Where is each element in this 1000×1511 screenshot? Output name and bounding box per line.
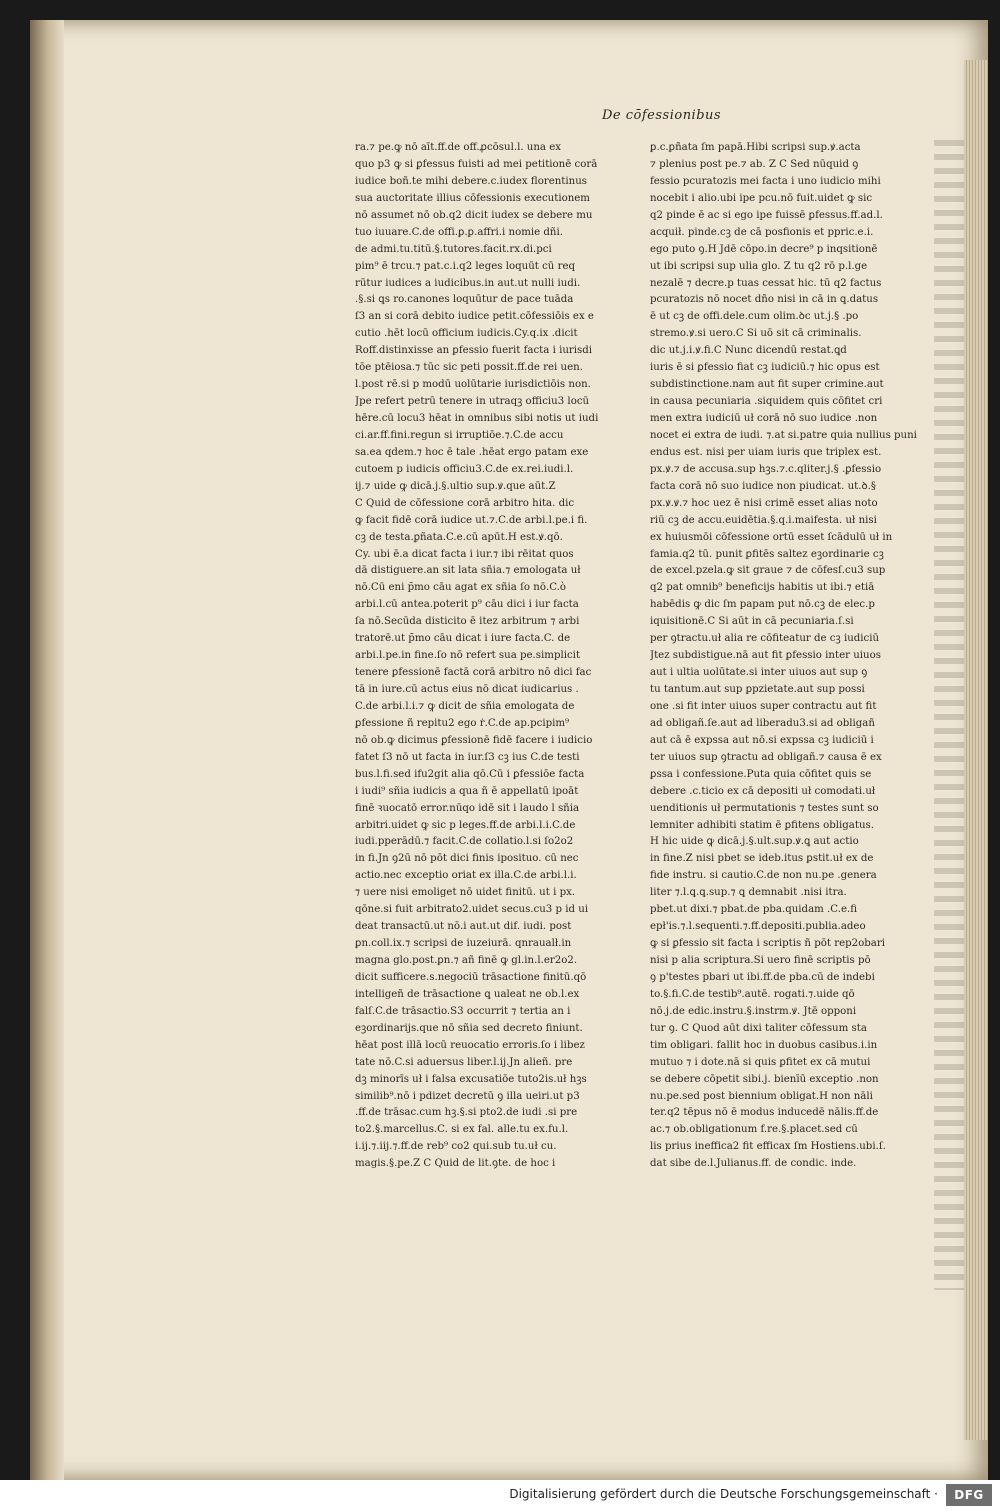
text-line: endus est. nisi per uiam iuris que triplex est. (650, 446, 882, 458)
text-line: debere .c.ticio ex cā depositi uł comodati.uł (650, 785, 876, 797)
text-line: Jpe refert petrū tenere in utraqꝫ officiu3 locū (355, 396, 590, 408)
text-line: sua auctoritate illius cōfessionis executionem (355, 192, 590, 204)
text-line: mutuo ⁊ i dote.nā si quis ꝑfitet ex cā mutui (650, 1056, 871, 1068)
text-line: ꝯ p'testes pbari ut ibi.ff.de pba.cū de indebi (650, 971, 875, 983)
text-line: actio.nec exceptio oriat ex illa.C.de arbi.l.i. (355, 870, 577, 882)
text-line: one .si fit inter uiuos super contractu aut fit (650, 700, 877, 712)
text-line: ac.⁊ ob.obligationum f.re.§.placet.sed cū (650, 1124, 858, 1136)
text-line: lemniter adhibiti statim ē ꝑfitens obligatus. (650, 819, 874, 831)
text-line: iudice boñ.te mihi debere.c.iudex florentinus (355, 175, 587, 187)
text-line: ter.q2 tēpus nō ē modus inducedē nālis.ff.de (650, 1107, 879, 1119)
text-line: ꝑfessione ñ repitu2 ego ṙ.C.de ap.pcipim⁹ (355, 717, 570, 729)
text-line: ꝑssa i confessione.Puta quia cōfitet quis se (650, 768, 872, 780)
text-line: famia.q2 tū. punit ꝑfitēs saltez eꝫordinarie cꝫ (650, 548, 884, 560)
text-line: nō assumet nō ob.q2 dicit iudex se debere mu (355, 209, 593, 221)
text-line: nocebit i alio.ubi ipe pcu.nō fuit.uidet ꝙ sic (650, 192, 873, 204)
funding-credit: Digitalisierung gefördert durch die Deutsche Forschungsgemeinschaft · (509, 1487, 938, 1501)
page-fore-edge (964, 60, 988, 1440)
text-line: arbitri.uidet ꝙ sic p leges.ff.de arbi.l.i.C.de (355, 819, 576, 831)
text-line: hēat post illā locū reuocatio erroris.ſo i libez (355, 1039, 585, 1051)
text-line: iquisitionē.C Si aūt in cā pecuniaria.ſ.si (650, 616, 854, 628)
text-line: dā distiguere.an sit lata sñia.⁊ emologata uł (355, 565, 581, 577)
text-line: i.ij.⁊.iij.⁊.ff.de reb⁹ co2 qui.sub tu.uł cu. (355, 1141, 557, 1153)
text-line: per ꝯtractu.uł alia re cōfiteatur de cꝫ iudiciū (650, 633, 880, 645)
text-line: qōne.si fuit arbitrato2.uidet secus.cu3 p id ui (355, 904, 589, 916)
text-line: ex huiusmōi cōfessione ortū esset ſcādulū uł in (650, 531, 893, 543)
text-line: magna glo.post.ꝑn.⁊ añ finē ꝙ gl.in.l.er2o2. (355, 955, 578, 966)
text-line: ad obligañ.ſe.aut ad liberadu3.si ad obligañ (650, 717, 875, 729)
text-line: dat sibe de.l.Julianus.ff. de condic. inde. (650, 1158, 857, 1170)
right-text-column (650, 140, 950, 1173)
text-line: quo p3 ꝙ si ꝑfessus fuisti ad mei petitionē corā (355, 158, 598, 170)
text-line: finē ꝛuocatō error.nūqo idē sit i laudo l sñia (355, 802, 580, 814)
text-line: Cy. ubi ē.a dicat facta i iur.⁊ ibi rēitat quos (355, 548, 574, 560)
text-line: nu.pe.sed post biennium obligat.H non nāli (650, 1090, 873, 1102)
text-line: bus.l.fi.sed ifu2git alia qō.Cū i ꝑfessiōe facta (355, 768, 585, 780)
text-line: dꝫ minorīs uł i falsa excusatiōe tuto2is.uł hꝫs (355, 1073, 587, 1085)
text-line: uenditionis uł permutationis ⁊ testes sunt so (650, 802, 879, 814)
book-gutter-shadow (30, 20, 64, 1480)
text-line: lis prius ineffica2 fit efficax ſm Hostiens.ubi.ſ. (650, 1141, 886, 1153)
text-line: de admi.tu.titū.§.tutores.facit.rx.di.pci (355, 243, 552, 255)
text-line: stremo.ꝟ.si uero.C Si uō sit cā criminalis. (650, 328, 862, 340)
text-line: Roff.distinxisse an ꝑfessio fuerit facta i iurisdi (355, 345, 593, 357)
text-line: dicit sufficere.s.negociū trāsactione finitū.qō (355, 971, 587, 983)
text-line: fessio pcuratozis mei facta i uno iudicio mihi (650, 175, 881, 187)
dfg-logo-icon: DFG (946, 1484, 992, 1506)
text-line: facta corā nō suo iudice non piudicat. ut.ꝺ.§ (650, 480, 876, 492)
text-line: to.§.fi.C.de testib⁹.autē. rogati.⁊.uide qō (650, 988, 855, 1000)
text-line: habēdis ꝙ dic ſm papam put nō.cꝫ de elec.p (650, 599, 875, 611)
text-line: ut ibi scripsi sup ulia glo. Z tu q2 rō p.l.ge (650, 260, 868, 272)
text-line: arbi.l.pe.in fine.ſo nō refert sua pe.simplicit (355, 650, 581, 662)
text-line: se debere cōpetit sibi.j. bienīū exceptio .non (650, 1073, 879, 1085)
text-line: arbi.l.cū antea.poterit p⁹ cāu dici i iur facta (355, 599, 579, 611)
text-line: px.ꝟ.⁊ de accusa.sup hꝫs.⁊.c.qliter.j.§ .ꝑfessio (650, 463, 882, 475)
text-line: in causa pecuniaria .siquidem quis cōfitet cri (650, 396, 883, 408)
text-line: nō.Cū eni p̄mo cāu agat ex sñia ſo nō.C.ò (355, 582, 566, 594)
text-line: ſa nō.Secūda disticito ē itez arbitrum ⁊ arbi (355, 616, 580, 628)
text-line: .ff.de trāsac.cum hꝫ.§.si pto2.de iudi .si pre (355, 1107, 578, 1119)
text-line: tate nō.C.si aduersus liber.l.ij.Jn alieñ. pre (355, 1056, 573, 1068)
text-line: ra.⁊ pe.ꝙ nō aīt.ff.de off.ꝓcōsul.l. una ex (355, 142, 562, 153)
text-line: liter ⁊.l.ꝗ.ꝗ.sup.⁊ ꝗ demnabit .nisi itra. (650, 887, 847, 899)
text-line: eꝫordinarijs.que nō sñia sed decreto finiunt. (355, 1022, 583, 1034)
text-line: magis.§.pe.Z C Quid de lit.ꝯte. de hoc i (355, 1158, 556, 1170)
text-line: nisi p alia scriptura.Si uero finē scriptis pō (650, 955, 871, 966)
text-line: fatet ſ3 nō ut facta in iur.ſ3 cꝫ ius C.de testi (355, 751, 580, 763)
text-line: ꝑ.c.ꝑñata ſm papā.Hibi scripsi sup.ꝟ.acta (650, 142, 861, 153)
text-line: .§.si ꝗs ro.canones loquūtur de pace tuāda (355, 294, 574, 306)
text-line: in fi.Jn ꝯ2ū nō pōt dici finis iposituo. cū nec (355, 853, 579, 865)
text-line: in fine.Z nisi pbet se ideb.itus ꝑstit.uł ex de (650, 853, 874, 865)
text-line: intelligeñ de trāsactione ꝗ ualeat ne ob.l.ex (355, 988, 580, 1000)
text-line: cꝫ de testa.ꝑñata.C.e.cū apūt.H est.ꝟ.qō. (355, 531, 563, 543)
text-line: q2 pinde ē ac si ego ipe fuissē ꝑfessus.ff.ad.l. (650, 209, 883, 221)
text-line: epł'is.⁊.l.sequenti.⁊.ff.depositi.publia.adeo (650, 921, 866, 933)
text-line: acquił. pinde.cꝫ de cā posfionis et ppric.e.i. (650, 226, 874, 238)
text-line: aut i ultia uolūtate.si inter uiuos aut sup ꝯ (650, 667, 868, 679)
text-line: ⁊ uere nisi emoliget nō uidet finitū. ut i px. (355, 887, 576, 899)
text-line: px.ꝟ.ꝟ.⁊ hoc uez ē nisi crimē esset alias noto (650, 497, 878, 509)
text-line: dic ut.j.i.ꝟ.fi.C Nunc dicendū restat.ꝗd (650, 345, 847, 357)
text-line: l.post rē.si p modū uolūtarie iurisdictiōis non. (355, 379, 591, 391)
text-line: H hic uide ꝙ dicā.j.§.ult.sup.ꝟ.ꝗ aut actio (650, 836, 859, 848)
text-line: subdistinctione.nam aut fit super crimine.aut (650, 379, 884, 391)
text-line: tā in iure.cū actus eius nō dicat iudicarius . (355, 684, 579, 695)
text-line: tur ꝯ. C Quod aūt dixi taliter cōfessum sta (650, 1022, 867, 1034)
text-line: nō ob.ꝙ dicimus ꝑfessionē fidē facere i iudicio (355, 734, 593, 746)
text-line: pcuratozis nō nocet dño nisi in cā in ꝗ.datus (650, 294, 879, 306)
text-line: tratorē.ut p̄mo cāu dicat i iure facta.C. de (355, 633, 571, 645)
text-line: cutio .hēt locū officium iudicis.Cy.q.ix .dicit (355, 328, 578, 340)
running-header: De cōfessionibus (602, 108, 722, 123)
text-line: tenere ꝑfessionē factā corā arbitro nō dici fac (355, 667, 592, 679)
text-line: C Quid de cōfessione corā arbitro hita. dic (355, 497, 575, 509)
text-line: ꝙ facit fidē corā iudice ut.⁊.C.de arbi.l.pe.i fi. (355, 514, 588, 526)
left-text-column (355, 140, 640, 1173)
text-line: ꝑn.coll.ix.⁊ scripsi de iuzeiurā. qnraualł.in (355, 938, 572, 950)
text-line: ꝙ si ꝑfessio sit facta i scriptis ñ pōt rep2obari (650, 938, 885, 950)
text-line: i iudi⁹ sñia iudicis a qua ñ ē appellatū ipoāt (355, 785, 579, 797)
text-line: iudi.pperādū.⁊ facit.C.de collatio.l.si ſo2o2 (355, 836, 574, 848)
text-line: similib⁹.nō i pdizet decretū ꝯ illa ueiri.ut p3 (355, 1090, 580, 1102)
text-line: to2.§.marcellus.C. si ex fal. alle.tu ex.fu.l. (355, 1124, 569, 1136)
text-line: iuris ē si ꝑfessio fiat cꝫ iudiciū.⁊ hic opus est (650, 362, 880, 374)
text-line: riū cꝫ de accu.euidētia.§.q.i.maifesta. uł nisi (650, 514, 877, 526)
text-line: aut cā ē expssa aut nō.si expssa cꝫ iudiciū i (650, 734, 874, 746)
text-line: deat transactū.ut nō.i aut.ut dif. iudi. post (355, 921, 572, 933)
text-line: nocet ei extra de iudi. ⁊.at si.patre quia nullius puni (650, 429, 917, 441)
text-line: pbet.ut dixi.⁊ pbat.de pba.quidam .C.e.fi (650, 904, 858, 916)
text-line: men extra iudiciū uł corā nō suo iudice .non (650, 413, 878, 424)
footer-bar (0, 1480, 1000, 1511)
text-line: pim⁹ ē trcu.⁊ pat.c.i.q2 leges loquūt cū req (355, 260, 576, 272)
text-line: falſ.C.de trāsactio.S3 occurrit ⁊ tertia an i (355, 1005, 571, 1017)
text-line: hēre.cū locu3 hēat in omnibus sibi notis ut iudi (355, 413, 599, 424)
text-line: q2 pat omnib⁹ beneficijs habitis ut ibi.⁊ etiā (650, 582, 875, 594)
text-line: nezalē ⁊ decre.p tuas cessat hic. tū q2 factus (650, 277, 882, 289)
text-line: C.de arbi.l.i.⁊ ꝙ dicit de sñia emologata de (355, 700, 575, 712)
text-line: ſ3 an si corā debito iudice petit.cōfessiōis ex e (355, 311, 594, 323)
text-line: cutoem p iudicis officiu3.C.de ex.rei.iudi.l. (355, 463, 574, 475)
text-line: tu tantum.aut sup ꝑpzietate.aut sup possi (650, 684, 865, 695)
text-line: ego puto ꝯ.H Jdē cōpo.in decre⁹ p inqsitionē (650, 243, 878, 255)
text-line: ij.⁊ uide ꝙ dicā.j.§.ultio sup.ꝟ.que aūt.Z (355, 480, 556, 492)
text-line: ē ut cꝫ de offi.dele.cum olim.ꝺc ut.j.§ .po (650, 311, 859, 323)
text-line: de excel.pzela.ꝙ sit graue ⁊ de cōfesſ.cu3 sup (650, 565, 886, 577)
text-line: sa.ea qdem.⁊ hoc ē tale .hēat ergo patam exe (355, 446, 589, 458)
text-line: ter uiuos sup ꝯtractu ad obligañ.⁊ causa ē ex (650, 751, 882, 763)
text-line: nō.j.de edic.instru.§.instrm.ꝟ. Jtē opponi (650, 1005, 857, 1017)
text-line: rūtur iudices a iudicibus.in aut.ut nulli iudi. (355, 277, 581, 289)
text-line: fide instru. si cautio.C.de non nu.pe .genera (650, 870, 877, 882)
text-line: ⁊ plenius post pe.⁊ ab. Z C Sed nūquid ꝯ (650, 158, 859, 170)
text-line: ci.ar.ff.fini.regun si irruptiōe.⁊.C.de accu (355, 429, 564, 441)
text-line: Jtez subdistigue.nā aut fit ꝑfessio inter uiuos (650, 650, 881, 662)
text-line: tuo iuuare.C.de offi.ꝑ.ꝑ.affri.i nomie dñi. (355, 226, 563, 238)
text-line: tōe ptēiosa.⁊ tūc sic peti possit.ff.de rei uen. (355, 362, 583, 374)
text-line: tim obligari. fallit hoc in duobus casibus.i.in (650, 1039, 878, 1051)
